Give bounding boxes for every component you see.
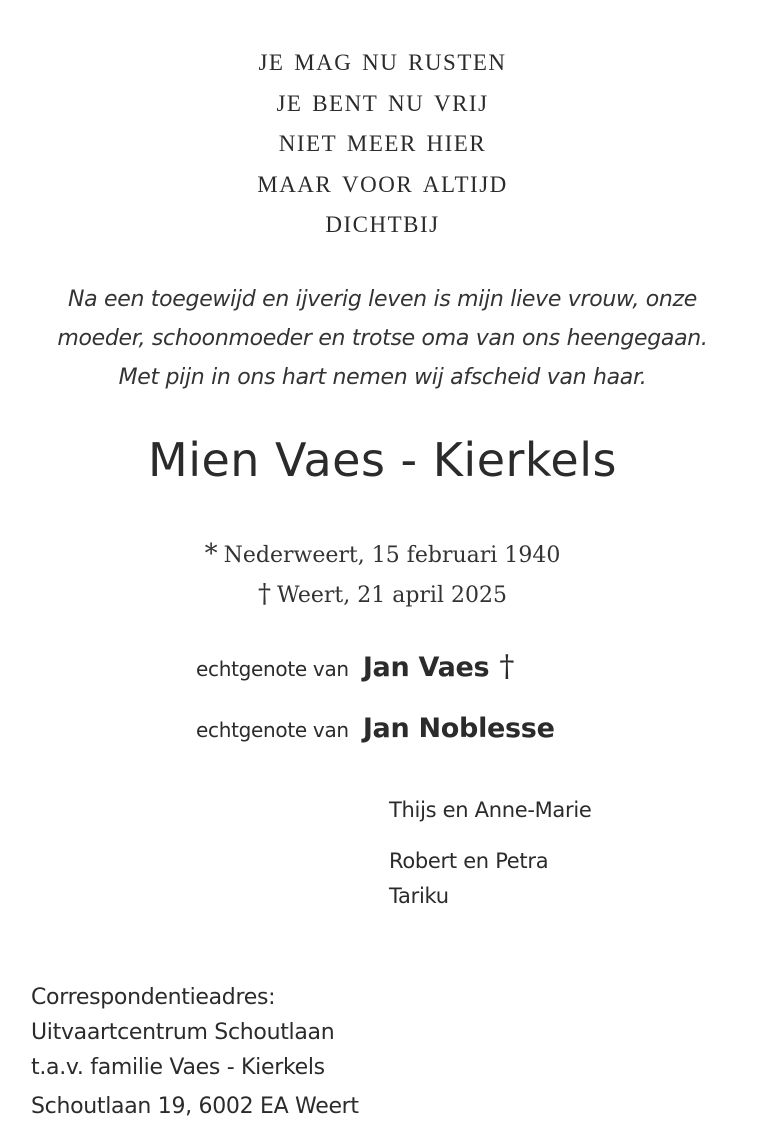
poem-line: maar voor altijd	[257, 163, 508, 200]
spouse-line	[196, 713, 716, 744]
family-group	[389, 794, 592, 826]
address-line: t.a.v. familie Vaes - Kierkels	[31, 1055, 325, 1080]
death-line	[0, 574, 765, 614]
intro-line: Met pijn in ons hart nemen wij afscheid van haar.	[118, 365, 647, 390]
poem-line: niet meer hier	[278, 123, 487, 159]
birth-star-icon: *	[204, 539, 218, 569]
birth-text: Nederweert, 15 februari 1940	[223, 543, 561, 568]
deceased-name: Mien Vaes - Kierkels	[148, 433, 617, 487]
death-text: Weert, 21 april 2025	[277, 583, 507, 608]
family-member: Thijs en Anne-Marie	[389, 798, 592, 822]
poem-line: je mag nu rusten	[258, 42, 507, 78]
intro-line: moeder, schoonmoeder en trotse oma van ons heengegaan.	[57, 326, 708, 351]
spouse-name: Jan Vaes	[362, 652, 490, 683]
spouse-label: echtgenote van	[196, 718, 349, 742]
address-heading: Correspondentieadres:	[31, 985, 276, 1010]
birth-line	[0, 534, 765, 574]
intro-line: Na een toegewijd en ijverig leven is mijn lieve vrouw, onze	[67, 287, 698, 312]
intro-text	[0, 280, 765, 397]
address-line: Schoutlaan 19, 6002 EA Weert	[31, 1094, 359, 1119]
family-group	[389, 844, 548, 914]
poem-line: dichtbij	[325, 204, 440, 240]
cross-icon: †	[499, 649, 515, 684]
family-member: Tariku	[389, 884, 449, 908]
death-cross-icon: †	[258, 579, 272, 609]
spouse-name: Jan Noblesse	[362, 713, 555, 744]
spouse-line	[196, 649, 716, 684]
spouse-label: echtgenote van	[196, 657, 349, 681]
poem-verse	[0, 40, 765, 243]
family-member: Robert en Petra	[389, 849, 549, 873]
life-dates	[0, 534, 765, 614]
address-line: Uitvaartcentrum Schoutlaan	[31, 1020, 335, 1045]
correspondence-address	[31, 980, 359, 1124]
poem-line: je bent nu vrij	[276, 82, 489, 119]
